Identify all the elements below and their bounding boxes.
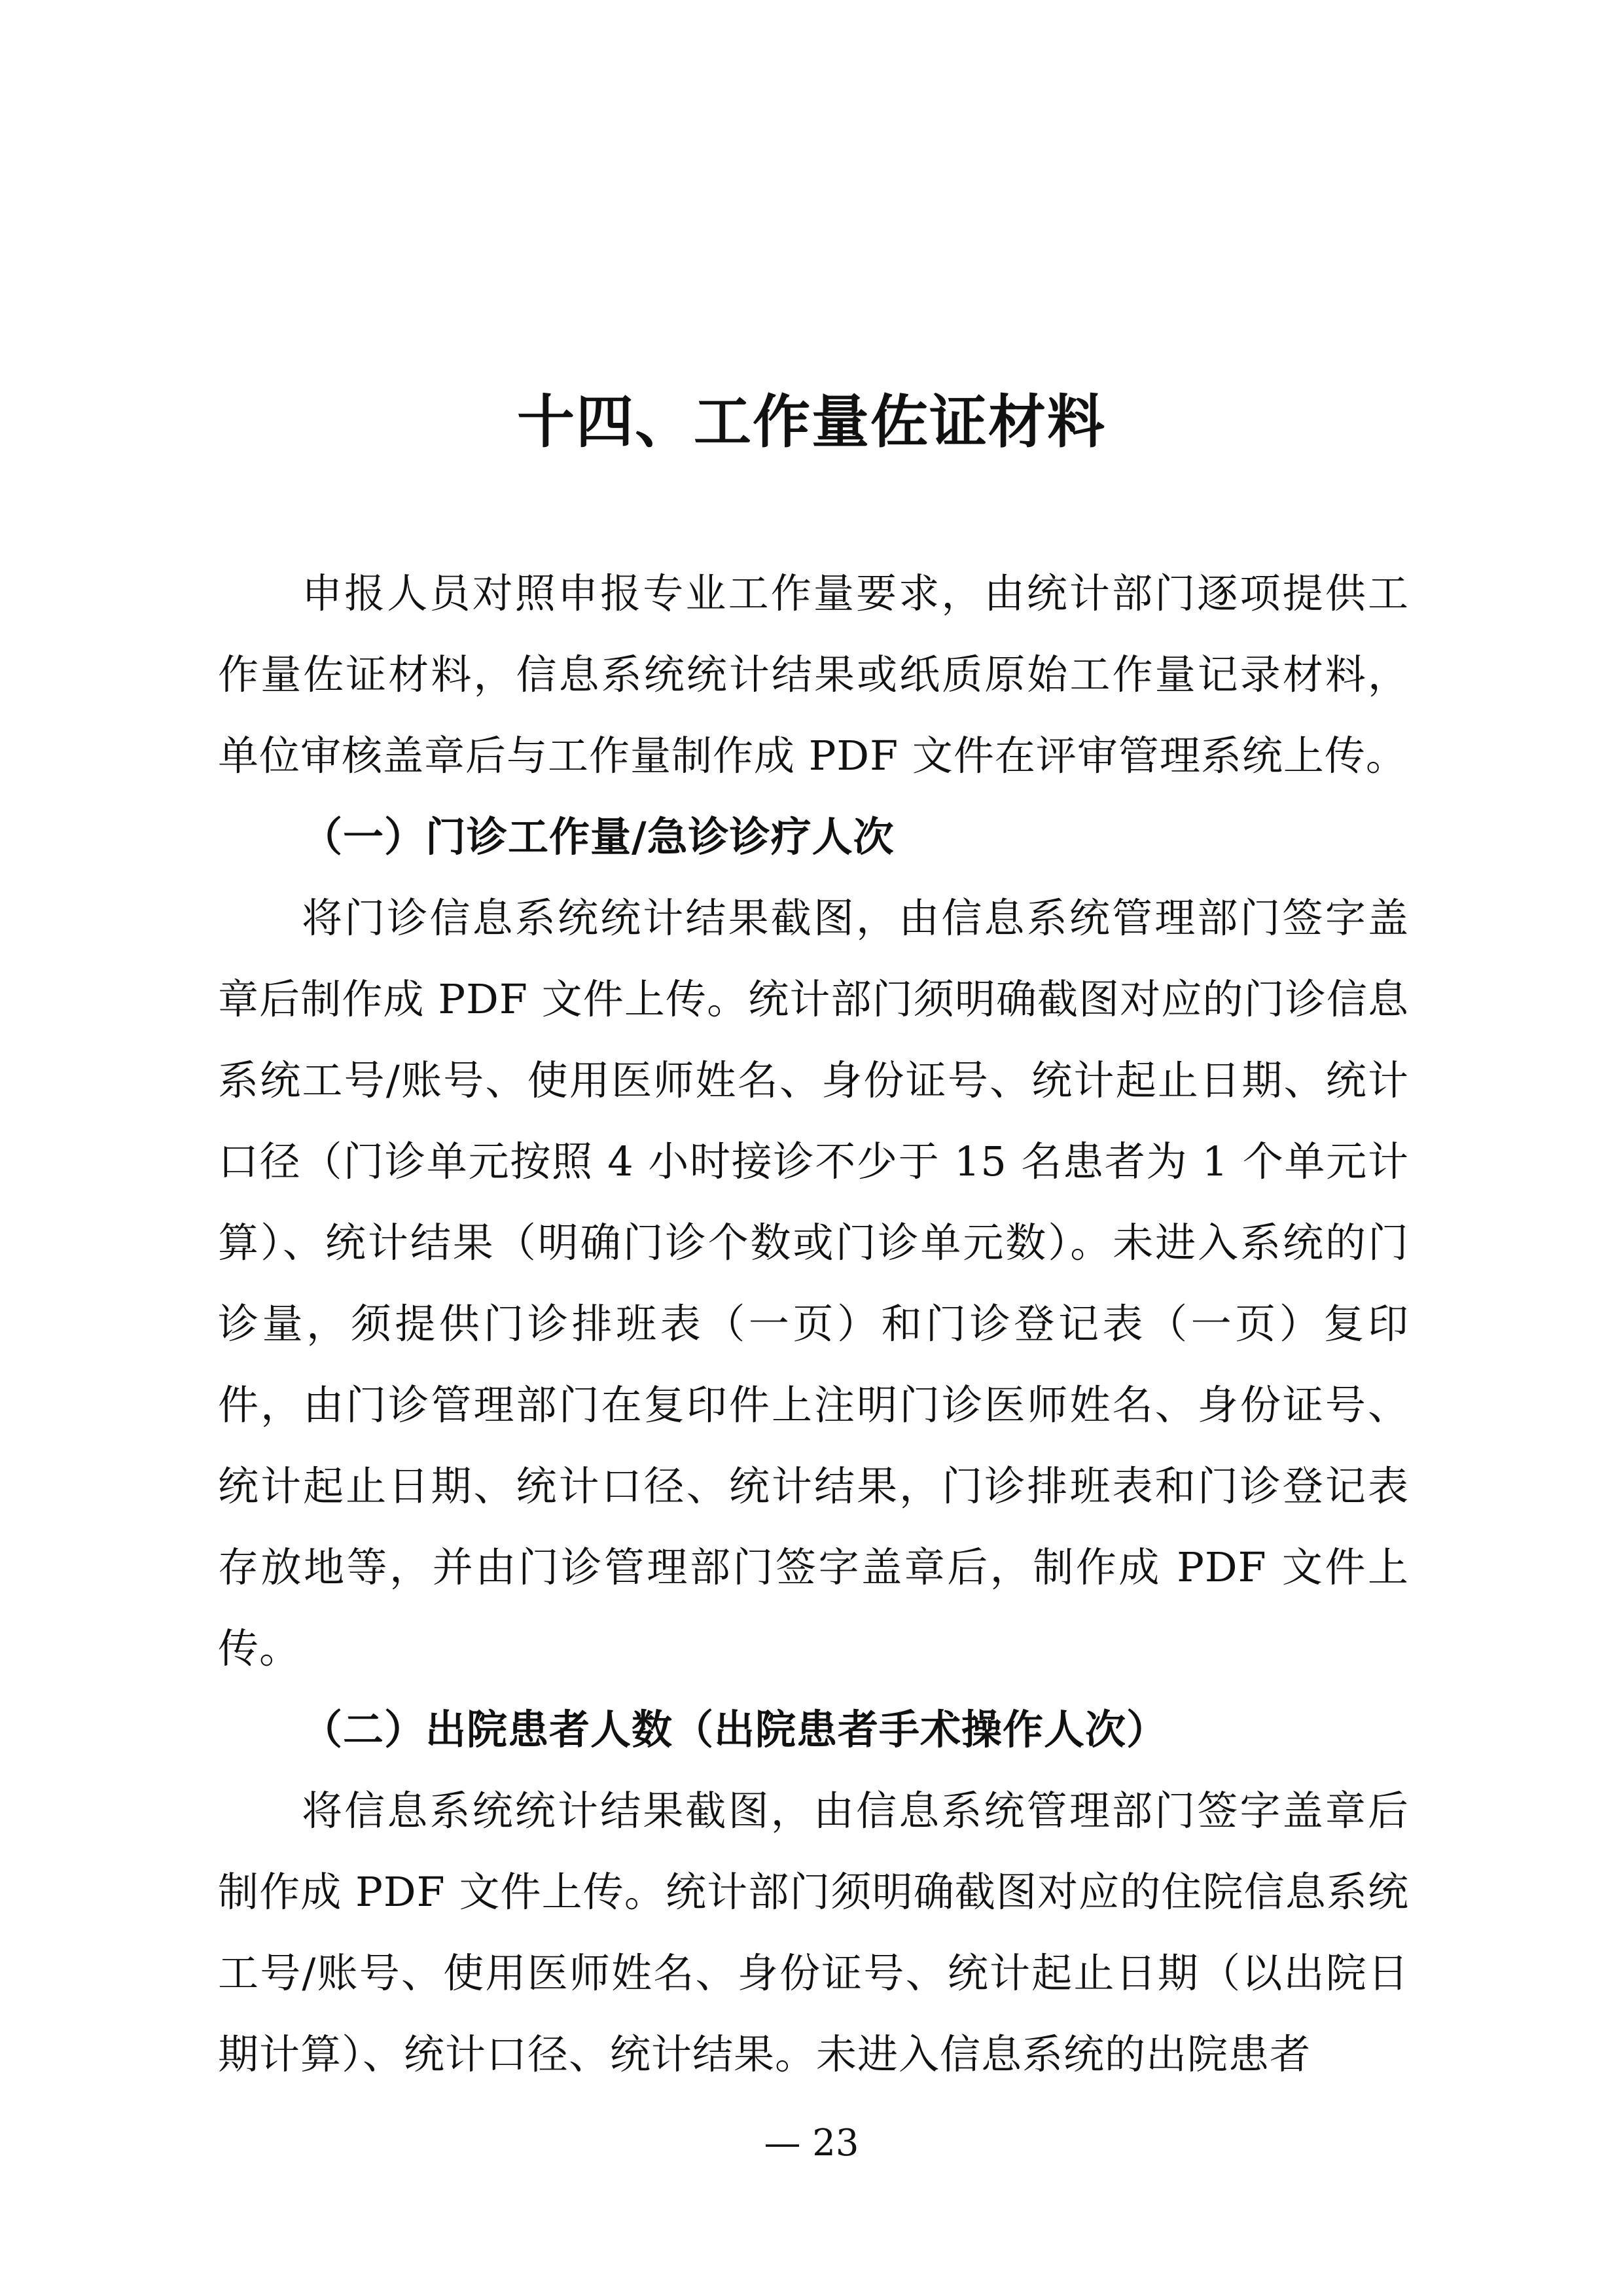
page-title: 十四、工作量佐证材料: [516, 388, 1106, 456]
section-heading-discharged: （二）出院患者人数（出院患者手术操作人次）: [302, 1706, 1168, 1753]
page-number: — 23: [764, 2122, 859, 2164]
document-body: [218, 553, 1409, 2095]
section-heading-outpatient: （一）门诊工作量/急诊诊疗人次: [302, 813, 895, 861]
intro-paragraph: 申报人员对照申报专业工作量要求，由统计部门逐项提供工作量佐证材料，信息系统统计结果或纸质原始工作量记录材料，单位审核盖章后与工作量制作成 PDF 文件在评审管理系统上传。: [218, 569, 1409, 780]
section-body-discharged: 将信息系统统计结果截图，由信息系统管理部门签字盖章后制作成 PDF 文件上传。统计部门须明确截图对应的住院信息系统工号/账号、使用医师姓名、身份证号、统计起止日期（以出院日期计算）、统计口径、统计结果。未进入信息系统的出院患者: [218, 1787, 1409, 2078]
section-body-outpatient: 将门诊信息系统统计结果截图，由信息系统管理部门签字盖章后制作成 PDF 文件上传。统计部门须明确截图对应的门诊信息系统工号/账号、使用医师姓名、身份证号、统计起止日期、统计口径（门诊单元按照 4 小时接诊不少于 15 名患者为 1 个单元计算）、统计结果（明确门诊个数或门诊单元数）。未进入系统的门诊量，须提供门诊排班表（一页）和门诊登记表（一页）复印件，由门诊管理部门在复印件上注明门诊医师姓名、身份证号、统计起止日期、统计口径、统计结果，门诊排班表和门诊登记表存放地等，并由门诊管理部门签字盖章后，制作成 PDF 文件上传。: [218, 894, 1409, 1672]
